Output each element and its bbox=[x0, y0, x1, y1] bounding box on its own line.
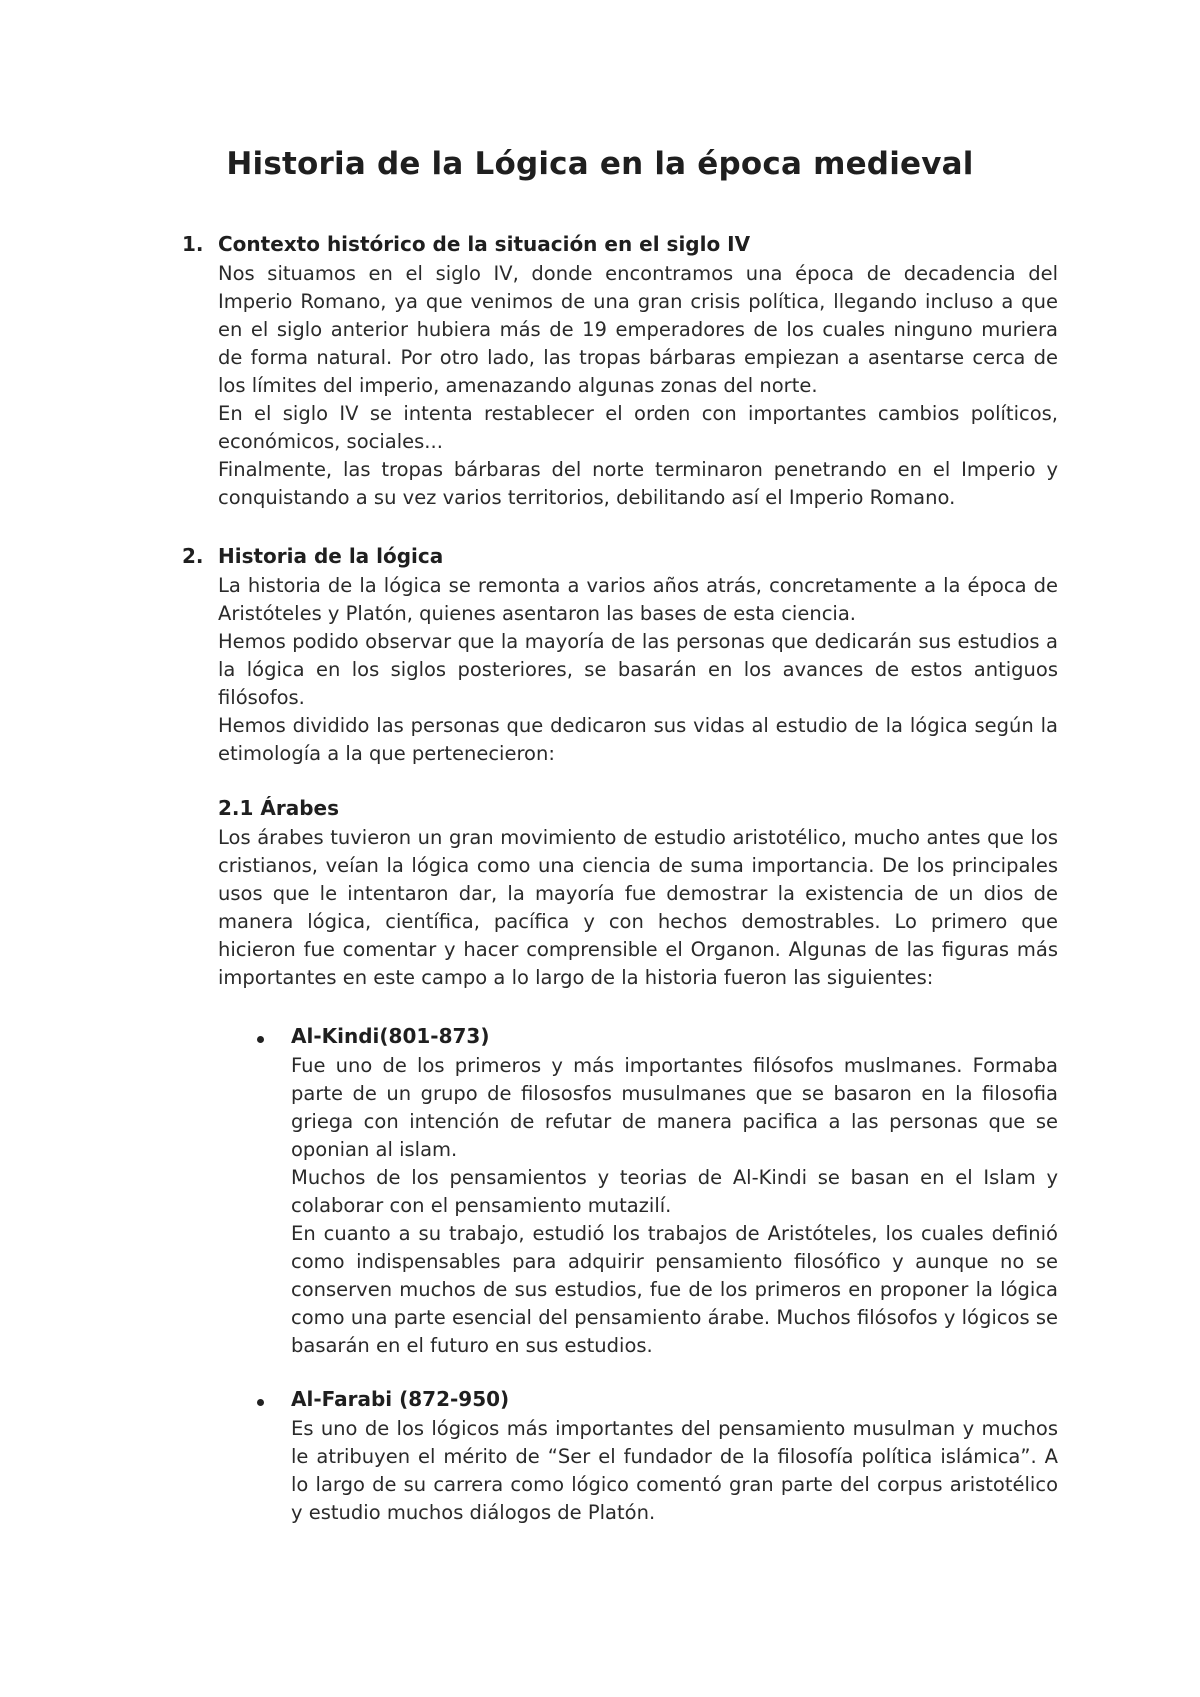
section-2-paragraph: La historia de la lógica se remonta a varios años atrás, concretamente a la época de Aristóteles y Platón, quienes asentaron las bases de esta ciencia. bbox=[218, 574, 1058, 625]
section-1-number: 1. bbox=[182, 232, 204, 256]
bullet-paragraph: En cuanto a su trabajo, estudió los trabajos de Aristóteles, los cuales definió como indispensables para adquirir pensamiento filosófico y aunque no se conserven muchos de sus estudios, fue de los primeros en proponer la lógica como una parte esencial del pensamiento árabe. Muchos filósofos y lógicos se basarán en el futuro en sus estudios. bbox=[291, 1222, 1058, 1357]
bullet-paragraph: Muchos de los pensamientos y teorias de Al-Kindi se basan en el Islam y colaborar con el pensamiento mutazilí. bbox=[291, 1166, 1058, 1217]
bullet-heading-al-farabi: Al-Farabi (872-950) bbox=[291, 1387, 510, 1411]
section-1-paragraph: Nos situamos en el siglo IV, donde encontramos una época de decadencia del Imperio Romano, ya que venimos de una gran crisis política, llegando incluso a que en el siglo anterior hubiera más de 19 emperadores de los cuales ninguno muriera de forma natural. Por otro lado, las tropas bárbaras empiezan a asentarse cerca de los límites del imperio, amenazando algunas zonas del norte. bbox=[218, 262, 1058, 397]
section-1-paragraph: En el siglo IV se intenta restablecer el orden con importantes cambios políticos, económicos, sociales... bbox=[218, 402, 1058, 453]
section-2-paragraph: Hemos podido observar que la mayoría de las personas que dedicarán sus estudios a la lógica en los siglos posteriores, se basarán en los avances de estos antiguos filósofos. bbox=[218, 630, 1058, 709]
section-2-heading: Historia de la lógica bbox=[218, 544, 444, 568]
section-2-1-heading: 2.1 Árabes bbox=[218, 796, 340, 820]
bullet-paragraph: Fue uno de los primeros y más importantes filósofos muslmanes. Formaba parte de un grupo de filososfos musulmanes que se basaron en la filosofia griega con intención de refutar de manera pacifica a las personas que se oponian al islam. bbox=[291, 1054, 1058, 1161]
section-1-paragraph: Finalmente, las tropas bárbaras del norte terminaron penetrando en el Imperio y conquistando a su vez varios territorios, debilitando así el Imperio Romano. bbox=[218, 458, 1058, 509]
section-2-1-paragraph: Los árabes tuvieron un gran movimiento de estudio aristotélico, mucho antes que los cristianos, veían la lógica como una ciencia de suma importancia. De los principales usos que le intentaron dar, la mayoría fue demostrar la existencia de un dios de manera lógica, científica, pacífica y con hechos demostrables. Lo primero que hicieron fue comentar y hacer comprensible el Organon. Algunas de las figuras más importantes en este campo a lo largo de la historia fueron las siguientes: bbox=[218, 826, 1058, 989]
document-title: Historia de la Lógica en la época medieval bbox=[226, 146, 974, 182]
section-1-heading: Contexto histórico de la situación en el siglo IV bbox=[218, 232, 751, 256]
bullet-icon bbox=[257, 1036, 264, 1043]
section-2-paragraph: Hemos dividido las personas que dedicaron sus vidas al estudio de la lógica según la etimología a la que pertenecieron: bbox=[218, 714, 1058, 765]
bullet-heading-al-kindi: Al-Kindi(801-873) bbox=[291, 1024, 490, 1048]
section-2-number: 2. bbox=[182, 544, 204, 568]
bullet-paragraph: Es uno de los lógicos más importantes del pensamiento musulman y muchos le atribuyen el mérito de “Ser el fundador de la filosofía política islámica”. A lo largo de su carrera como lógico comentó gran parte del corpus aristotélico y estudio muchos diálogos de Platón. bbox=[291, 1417, 1058, 1524]
bullet-icon bbox=[257, 1399, 264, 1406]
